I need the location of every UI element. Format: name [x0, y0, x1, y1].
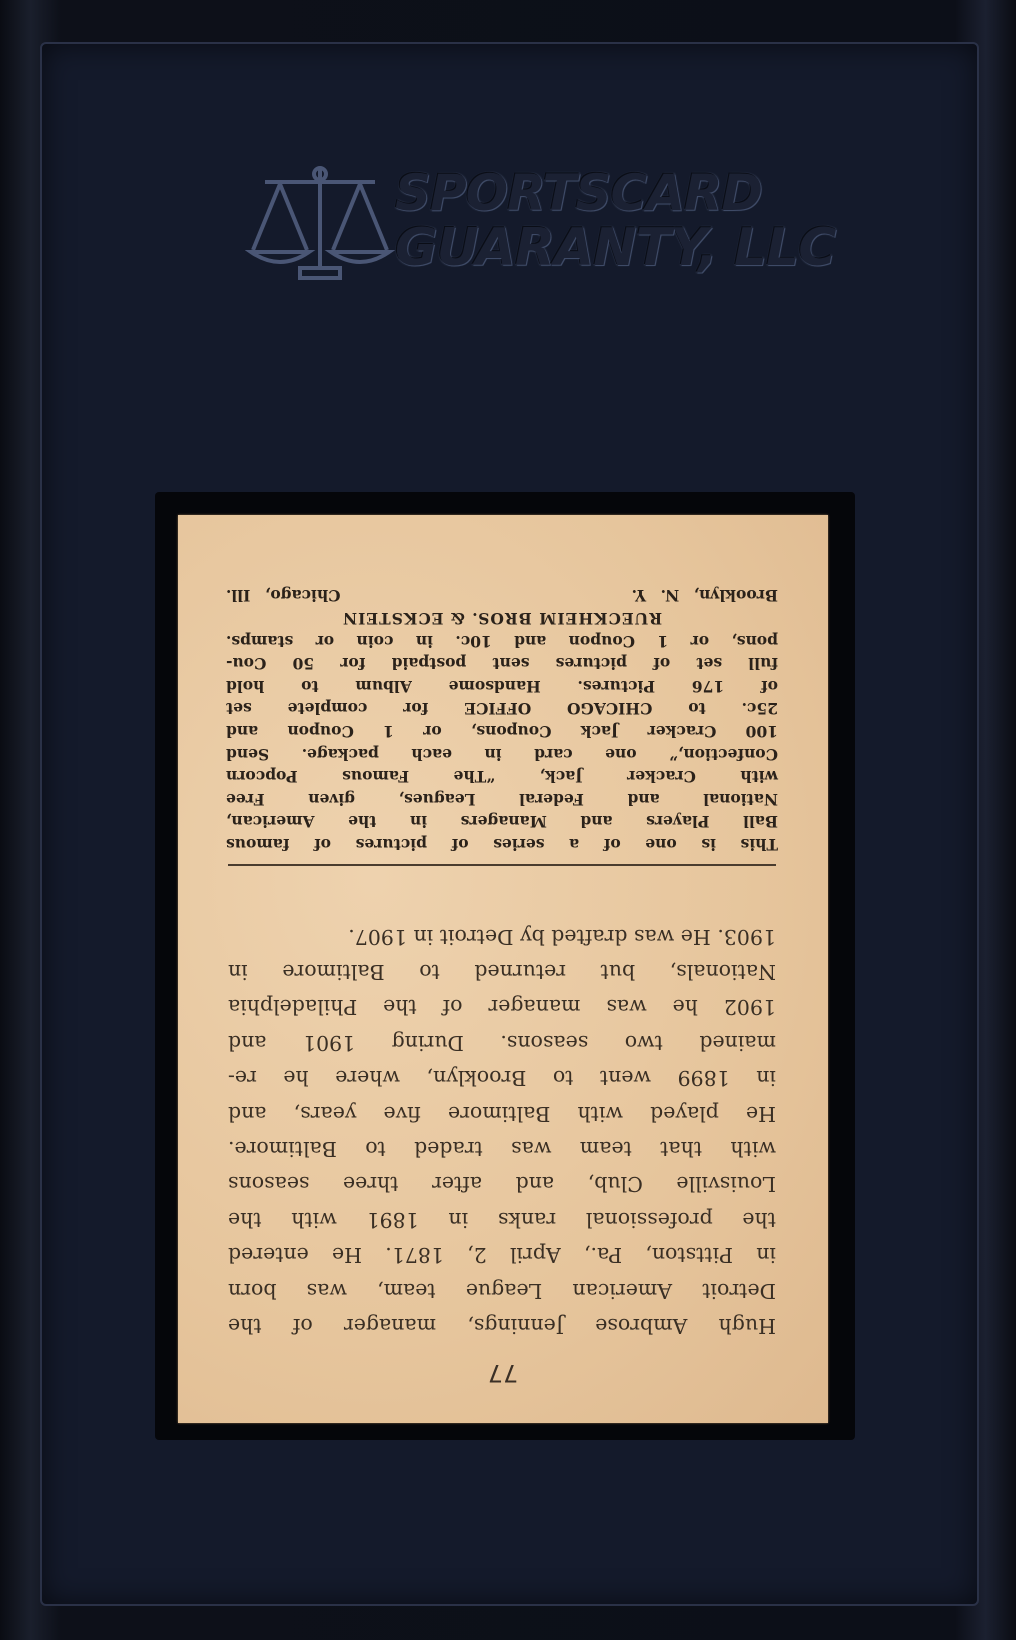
- company-name: RUECKHEIM BROS. & ECKSTEIN: [341, 609, 663, 629]
- promo-line: pons, or 1 Coupon and 10c. in coin or stamps.: [226, 631, 778, 651]
- sgc-logo: [245, 160, 836, 290]
- promo-text: [226, 584, 778, 855]
- card-number: 77: [487, 1359, 519, 1387]
- promo-line: Ball Players and Managers in the American,: [226, 812, 778, 832]
- bio-line: 1903. He was drafted by Detroit in 1907.: [348, 924, 776, 949]
- bio-line: He played with Baltimore five years, and: [228, 1101, 776, 1126]
- bio-line: Nationals, but returned to Baltimore in: [228, 959, 776, 984]
- promo-line: This is one of a series of pictures of famous: [226, 835, 778, 854]
- bio-line: with that team was traded to Baltimore.: [228, 1136, 776, 1161]
- logo-line-1: SPORTSCARD: [395, 164, 762, 222]
- bio-line: the professional ranks in 1891 with the: [228, 1207, 776, 1232]
- divider-rule: [228, 864, 776, 866]
- bio-line: 1902 he was manager of the Philadelphia: [228, 995, 776, 1020]
- card-content-upside-down: [178, 515, 828, 1423]
- bio-line: in 1899 went to Brooklyn, where he re-: [228, 1066, 776, 1091]
- promo-line: 25c. to CHICAGO OFFICE for complete set: [226, 699, 778, 719]
- promo-line: of 176 Pictures. Handsome Album to hold: [226, 676, 778, 696]
- promo-line: 100 Cracker Jack Coupons, or 1 Coupon and: [226, 722, 778, 742]
- promo-line: Confection,” one card in each package. Send: [226, 744, 778, 764]
- bio-line: Louisville Club, and after three seasons: [228, 1172, 776, 1197]
- bio-line: Detroit American League team, was born: [228, 1278, 776, 1303]
- logo-line-2: GUARANTY, LLC: [395, 218, 836, 278]
- bio-line: Hugh Ambrose Jennings, manager of the: [228, 1314, 776, 1338]
- company-address: Brooklyn, N. Y. Chicago, Ill.: [226, 586, 778, 606]
- bio-line: mained two seasons. During 1901 and: [228, 1030, 776, 1055]
- bio-line: in Pittston, Pa., April 2, 1871. He entered: [228, 1243, 776, 1268]
- baseball-card-back: [178, 515, 828, 1423]
- promo-line: full set of pictures sent postpaid for 50 Cou-: [226, 654, 778, 674]
- promo-line: National and Federal Leagues, given Free: [226, 789, 778, 809]
- promo-line: with Cracker Jack, “The Famous Popcorn: [226, 767, 778, 787]
- player-biography: [228, 918, 776, 1343]
- scales-of-justice-icon: [245, 160, 395, 290]
